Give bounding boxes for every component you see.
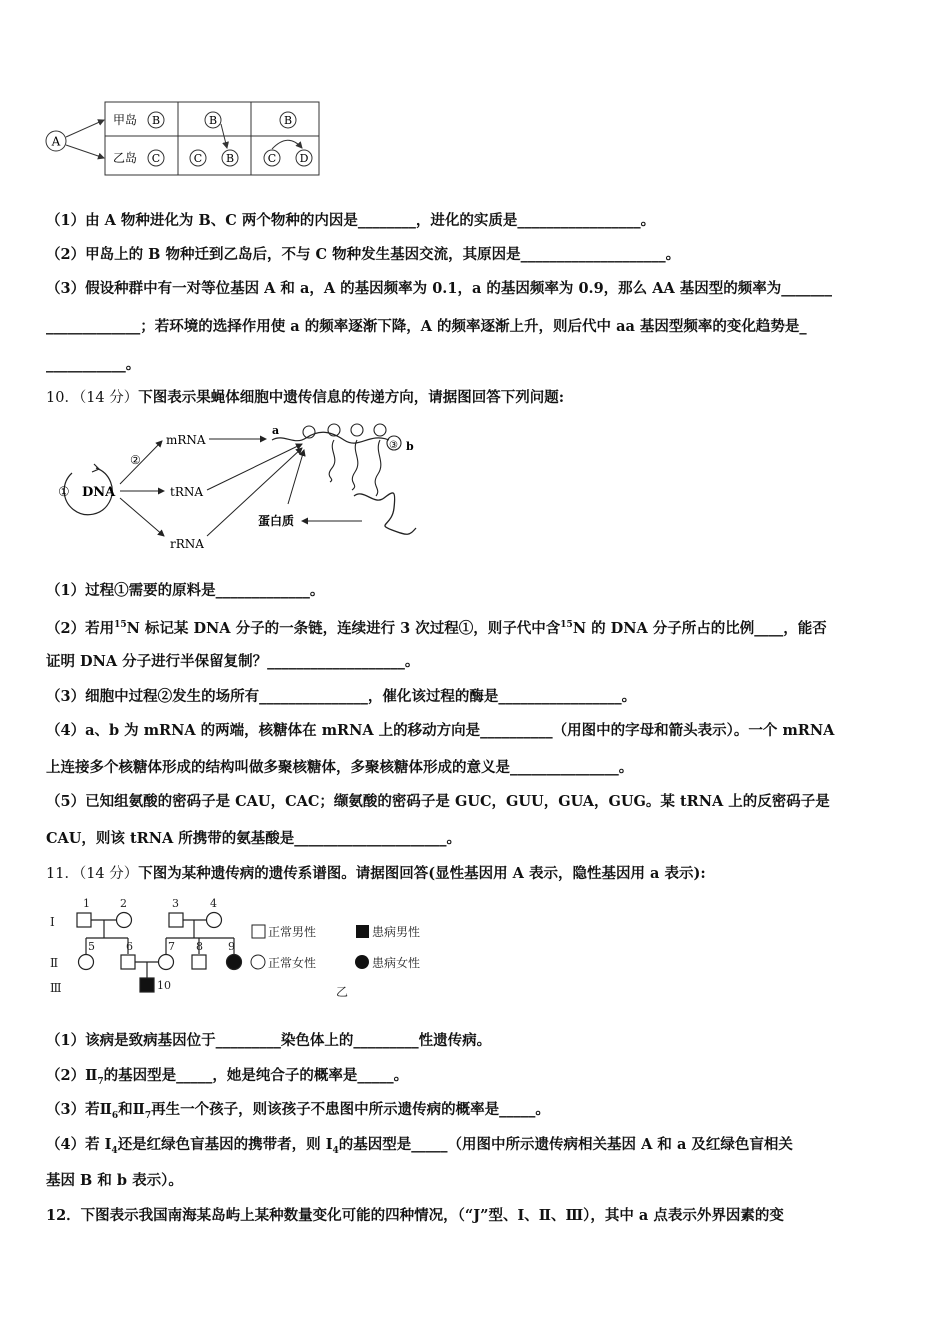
q10-line-8: CAU，则该 tRNA 所携带的氨基酸是_____________________。 bbox=[46, 830, 462, 847]
q10-stem: 10．（14 分）下图表示果蝇体细胞中遗传信息的传递方向，请据图回答下列问题: bbox=[46, 389, 565, 406]
svg-text:a: a bbox=[272, 424, 280, 437]
svg-text:患病女性: 患病女性 bbox=[372, 956, 421, 970]
svg-text:①: ① bbox=[58, 485, 70, 500]
q11-line-3: （3）若$Ⅱ_6$和$Ⅱ_7$再生一个孩子，则该孩子不患图中所示遗传病的概率是_____。 bbox=[46, 1101, 550, 1121]
pedigree-chart bbox=[44, 892, 444, 1002]
svg-text:3: 3 bbox=[172, 897, 179, 910]
svg-text:B: B bbox=[208, 114, 218, 127]
svg-text:Ⅱ: Ⅱ bbox=[50, 956, 59, 970]
svg-text:C: C bbox=[151, 152, 161, 165]
svg-text:C: C bbox=[193, 152, 203, 165]
svg-text:患病男性: 患病男性 bbox=[372, 925, 421, 939]
svg-text:b: b bbox=[406, 440, 414, 453]
svg-text:6: 6 bbox=[126, 940, 133, 953]
svg-text:2: 2 bbox=[120, 897, 127, 910]
island-table bbox=[105, 102, 319, 175]
gene-expression-diagram bbox=[44, 418, 424, 556]
rrna-label: rRNA bbox=[170, 537, 204, 551]
q11-line-4: （4）若 $I_4$还是红绿色盲基因的携带者，则 $I_4$的基因型是_____（用图中所示遗传病相关基因 A 和 a 及红绿色盲相关 bbox=[46, 1136, 793, 1156]
svg-text:正常女性: 正常女性 bbox=[268, 956, 317, 970]
svg-text:C: C bbox=[267, 152, 277, 165]
q9-line-3: （3）假设种群中有一对等位基因 A 和 a，A 的基因频率为 0.1，a 的基因频率为 0.9，那么 AA 基因型的频率为_______ bbox=[46, 280, 833, 297]
speciation-diagram bbox=[40, 96, 330, 180]
island-yi-label: 乙岛 bbox=[113, 151, 138, 165]
svg-text:8: 8 bbox=[196, 940, 203, 953]
svg-text:Ⅰ: Ⅰ bbox=[50, 915, 55, 929]
svg-text:正常男性: 正常男性 bbox=[268, 925, 317, 939]
q10-line-6: 上连接多个核糖体形成的结构叫做多聚核糖体，多聚核糖体形成的意义是_______________。 bbox=[46, 759, 634, 776]
svg-text:7: 7 bbox=[168, 940, 175, 953]
q10-line-4: （3）细胞中过程②发生的场所有_______________，催化该过程的酶是_________________。 bbox=[46, 688, 637, 705]
svg-text:B: B bbox=[225, 152, 235, 165]
protein-label: 蛋白质 bbox=[258, 514, 295, 528]
svg-text:5: 5 bbox=[88, 940, 95, 953]
q10-line-3: 证明 DNA 分子进行半保留复制？___________________。 bbox=[46, 653, 420, 670]
svg-text:Ⅲ: Ⅲ bbox=[50, 981, 62, 995]
q9-line-5: ___________。 bbox=[46, 356, 141, 373]
q9-line-1: （1）由 A 物种进化为 B、C 两个物种的内因是________，进化的实质是_________________。 bbox=[46, 212, 656, 229]
svg-text:D: D bbox=[299, 152, 309, 165]
q10-line-2: （2）若用$^{15}$N 标记某 DNA 分子的一条链，连续进行 3 次过程①，则子代中含$^{15}$N 的 DNA 分子所占的比例____，能否 bbox=[46, 620, 827, 637]
svg-text:②: ② bbox=[130, 453, 141, 467]
q9-line-4: _____________；若环境的选择作用使 a 的频率逐渐下降，A 的频率逐渐上升，则后代中 aa 基因型频率的变化趋势是_ bbox=[46, 318, 807, 335]
svg-text:1: 1 bbox=[83, 897, 90, 910]
svg-text:B: B bbox=[283, 114, 293, 127]
q11-line-1: （1）该病是致病基因位于_________染色体上的_________性遗传病。 bbox=[46, 1032, 492, 1049]
q11-line-5: 基因 B 和 b 表示）。 bbox=[46, 1172, 183, 1189]
q10-line-5: （4）a、b 为 mRNA 的两端，核糖体在 mRNA 上的移动方向是__________（用图中的字母和箭头表示）。一个 mRNA bbox=[46, 722, 835, 739]
svg-text:A: A bbox=[51, 134, 61, 149]
svg-text:乙: 乙 bbox=[336, 985, 349, 999]
q10-line-1: （1）过程①需要的原料是_____________。 bbox=[46, 582, 325, 599]
svg-text:B: B bbox=[151, 114, 161, 127]
node-a bbox=[46, 131, 66, 151]
svg-text:9: 9 bbox=[228, 940, 235, 953]
svg-text:10: 10 bbox=[157, 979, 171, 992]
island-jia-label: 甲岛 bbox=[113, 113, 138, 127]
q11-line-2: $(2)Ⅱ_7$的基因型是_____，她是纯合子的概率是_____。 bbox=[46, 1067, 409, 1087]
dna-label: DNA bbox=[82, 485, 116, 500]
svg-text:③: ③ bbox=[389, 440, 398, 451]
q10-line-7: （5）已知组氨酸的密码子是 CAU，CAC；缬氨酸的密码子是 GUC，GUU，GUA，GUG。某 tRNA 上的反密码子是 bbox=[46, 793, 830, 810]
mrna-label: mRNA bbox=[166, 433, 206, 447]
svg-text:4: 4 bbox=[210, 897, 217, 910]
trna-label: tRNA bbox=[170, 485, 204, 499]
q12-line-1: 12．下图表示我国南海某岛屿上某种数量变化可能的四种情况，（“J”型、Ⅰ、Ⅱ、Ⅲ），其中 a 点表示外界因素的变 bbox=[46, 1207, 784, 1224]
q11-stem: 11．（14 分）下图为某种遗传病的遗传系谱图。请据图回答(显性基因用 A 表示，隐性基因用 a 表示): bbox=[46, 865, 706, 882]
q9-line-2: （2）甲岛上的 B 物种迁到乙岛后，不与 C 物种发生基因交流，其原因是____________________。 bbox=[46, 246, 681, 263]
